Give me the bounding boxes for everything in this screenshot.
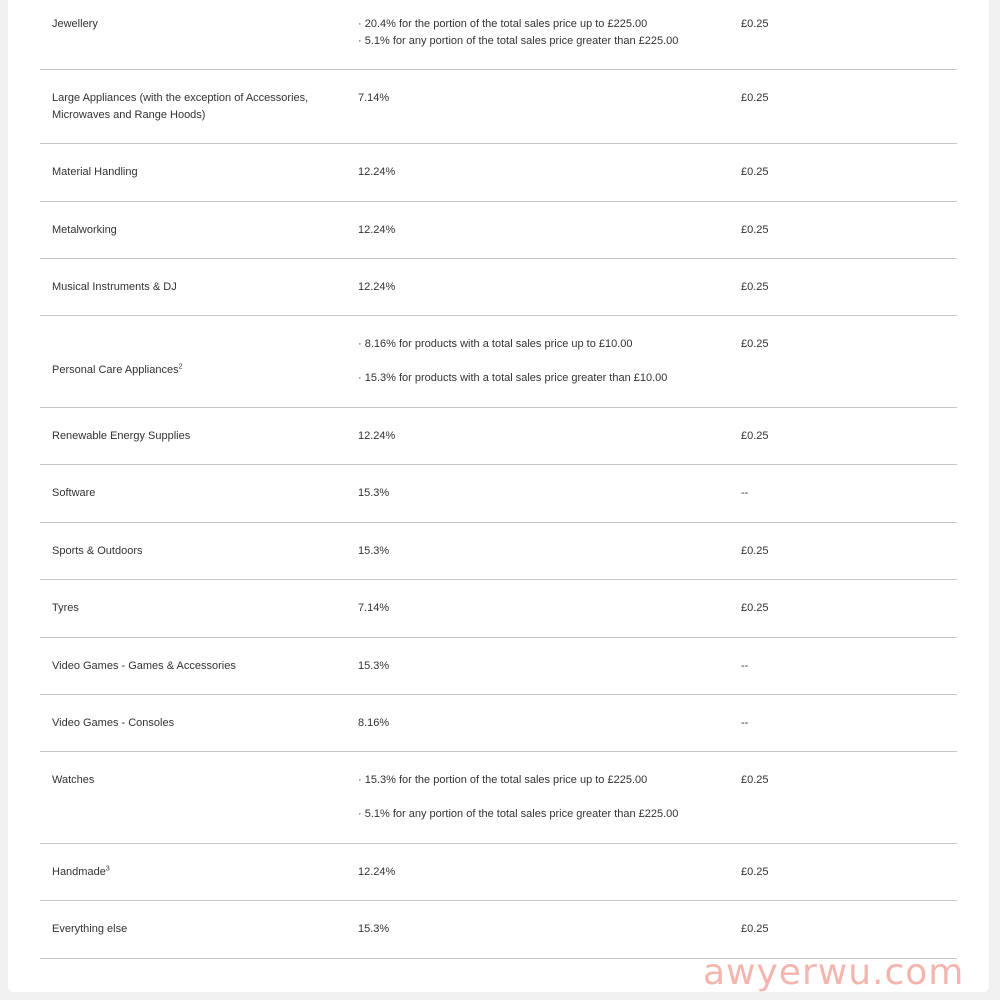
category-name: Tyres — [52, 602, 79, 614]
category-name: Software — [52, 487, 96, 499]
referral-fee-cell — [358, 164, 728, 181]
table-row — [40, 695, 957, 752]
referral-fee-cell — [358, 772, 728, 823]
referral-fee-line: 12.24% — [358, 430, 396, 442]
referral-fee-cell — [358, 485, 728, 502]
referral-fee-line: 7.14% — [358, 602, 390, 614]
referral-fee-line: · 15.3% for products with a total sales price greater than £10.00 — [358, 372, 668, 384]
category-name: Musical Instruments & DJ — [52, 281, 177, 293]
category-cell — [52, 772, 342, 789]
category-cell — [52, 428, 342, 445]
referral-fee-line: 8.16% — [358, 717, 390, 729]
referral-fee-cell — [358, 90, 728, 107]
table-row — [40, 408, 957, 465]
referral-fee-cell — [358, 428, 728, 445]
referral-fee-table — [40, 0, 957, 959]
page-panel — [8, 0, 989, 992]
minimum-fee-cell: £0.25 — [741, 281, 769, 293]
footnote-marker[interactable]: 2 — [178, 363, 183, 371]
referral-fee-line: 12.24% — [358, 281, 396, 293]
minimum-fee-cell: -- — [741, 717, 749, 729]
category-cell — [52, 485, 342, 502]
minimum-fee-cell: -- — [741, 660, 749, 672]
referral-fee-line: 15.3% — [358, 487, 390, 499]
category-name: Video Games - Games & Accessories — [52, 660, 236, 672]
referral-fee-cell — [358, 864, 728, 881]
minimum-fee-cell: £0.25 — [741, 545, 769, 557]
category-name: Everything else — [52, 923, 128, 935]
referral-fee-cell — [358, 600, 728, 617]
category-name: Jewellery — [52, 18, 98, 30]
table-row — [40, 316, 957, 408]
table-row — [40, 259, 957, 316]
category-cell — [52, 600, 342, 617]
minimum-fee-cell: £0.25 — [741, 166, 769, 178]
category-cell — [52, 658, 342, 675]
minimum-fee-cell: £0.25 — [741, 923, 769, 935]
referral-fee-line: 7.14% — [358, 92, 390, 104]
referral-fee-cell — [358, 658, 728, 675]
referral-fee-cell — [358, 279, 728, 296]
table-row — [40, 523, 957, 580]
referral-fee-line: 15.3% — [358, 660, 390, 672]
category-cell — [52, 864, 342, 881]
minimum-fee-cell: £0.25 — [741, 602, 769, 614]
minimum-fee-cell: £0.25 — [741, 774, 769, 786]
minimum-fee-cell: £0.25 — [741, 18, 769, 30]
category-cell — [52, 279, 342, 296]
category-cell — [52, 16, 342, 33]
category-name: Metalworking — [52, 224, 117, 236]
referral-fee-line: · 5.1% for any portion of the total sales price greater than £225.00 — [358, 808, 679, 820]
category-cell — [52, 164, 342, 181]
category-cell — [52, 362, 342, 379]
table-row — [40, 144, 957, 202]
referral-fee-cell — [358, 16, 728, 50]
minimum-fee-cell: £0.25 — [741, 338, 769, 350]
referral-fee-line: 15.3% — [358, 923, 390, 935]
referral-fee-cell — [358, 921, 728, 938]
minimum-fee-cell: £0.25 — [741, 430, 769, 442]
referral-fee-cell — [358, 336, 728, 387]
table-row — [40, 638, 957, 695]
footnote-marker[interactable]: 3 — [105, 865, 110, 873]
referral-fee-line: · 20.4% for the portion of the total sales price up to £225.00 — [358, 18, 648, 30]
category-cell — [52, 715, 342, 732]
category-name: Personal Care Appliances — [52, 364, 179, 376]
table-row — [40, 844, 957, 901]
table-row — [40, 580, 957, 638]
category-name: Handmade — [52, 866, 106, 878]
category-name: Large Appliances (with the exception of Accessories, Microwaves and Range Hoods) — [52, 92, 309, 121]
referral-fee-line: · 15.3% for the portion of the total sales price up to £225.00 — [358, 774, 648, 786]
referral-fee-cell — [358, 222, 728, 239]
referral-fee-line: 12.24% — [358, 224, 396, 236]
referral-fee-cell — [358, 543, 728, 560]
referral-fee-cell — [358, 715, 728, 732]
category-name: Material Handling — [52, 166, 138, 178]
table-row — [40, 752, 957, 844]
table-row — [40, 70, 957, 144]
referral-fee-line: 12.24% — [358, 166, 396, 178]
category-cell — [52, 543, 342, 560]
table-row — [40, 0, 957, 70]
minimum-fee-cell: -- — [741, 487, 749, 499]
category-name: Sports & Outdoors — [52, 545, 143, 557]
referral-fee-line: · 8.16% for products with a total sales price up to £10.00 — [358, 338, 633, 350]
referral-fee-line: 15.3% — [358, 545, 390, 557]
category-cell — [52, 90, 342, 124]
watermark-text: awyerwu.com — [703, 952, 965, 993]
category-cell — [52, 222, 342, 239]
category-cell — [52, 921, 342, 938]
referral-fee-line: 12.24% — [358, 866, 396, 878]
minimum-fee-cell: £0.25 — [741, 866, 769, 878]
category-name: Video Games - Consoles — [52, 717, 175, 729]
minimum-fee-cell: £0.25 — [741, 92, 769, 104]
category-name: Renewable Energy Supplies — [52, 430, 191, 442]
referral-fee-line: · 5.1% for any portion of the total sales price greater than £225.00 — [358, 35, 679, 47]
category-name: Watches — [52, 774, 95, 786]
table-row — [40, 465, 957, 523]
table-row — [40, 202, 957, 259]
minimum-fee-cell: £0.25 — [741, 224, 769, 236]
